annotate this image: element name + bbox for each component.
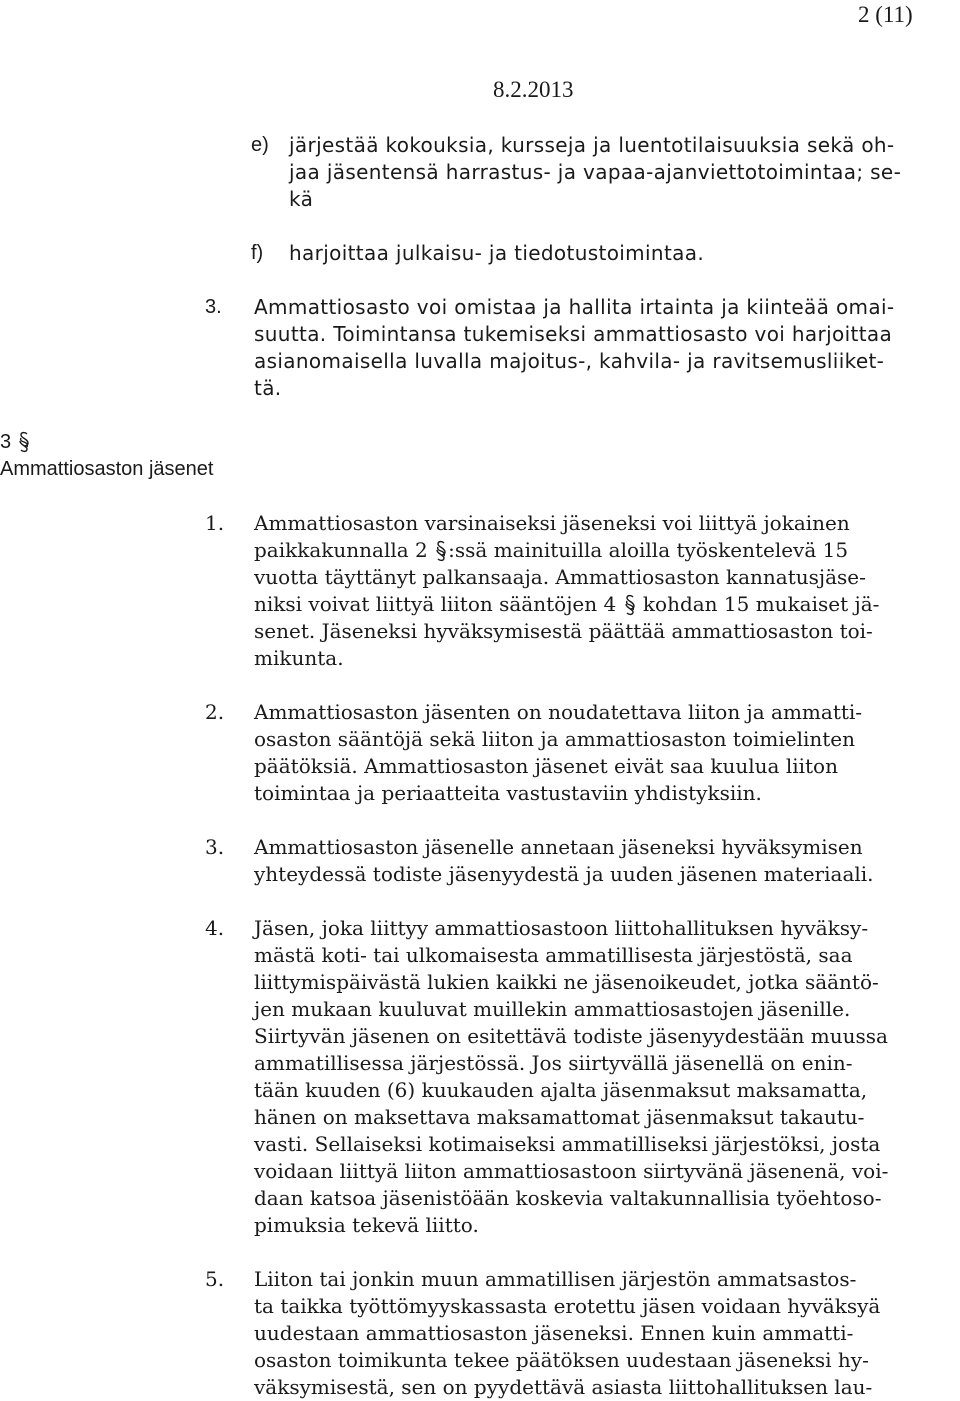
item-f-line: harjoittaa julkaisu- ja tiedotustoimintaa.	[289, 241, 705, 265]
clause-2-line: osaston sääntöjä sekä liiton ja ammattiosaston toimielinten	[254, 727, 856, 751]
clause-1-line: senet. Jäseneksi hyväksymisestä päättää ammattiosaston toi-	[254, 619, 873, 643]
clause-5-line: uudestaan ammattiosaston jäseneksi. Ennen kuin ammatti-	[254, 1321, 854, 1345]
property-clause-line: tä.	[254, 376, 282, 400]
item-e-marker: e)	[251, 134, 269, 156]
clause-1-line: mikunta.	[254, 646, 344, 670]
clause-1-line: Ammattiosaston varsinaiseksi jäseneksi voi liittyä jokainen	[254, 511, 850, 535]
clause-3-line: yhteydessä todiste jäsenyydestä ja uuden jäsenen materiaali.	[254, 862, 874, 886]
clause-4-line: pimuksia tekevä liitto.	[254, 1213, 479, 1237]
clause-4-line: mästä koti- tai ulkomaisesta ammatillisesta järjestöstä, saa	[254, 943, 853, 967]
clause-5-line: Liiton tai jonkin muun ammatillisen järjestön ammatsastos-	[254, 1267, 857, 1291]
clause-4-line: Jäsen, joka liittyy ammattiosastoon liittohallituksen hyväksy-	[254, 916, 869, 940]
clause-5-line: osaston toimikunta tekee päätöksen uudestaan jäseneksi hy-	[254, 1348, 869, 1372]
clause-4-line: voidaan liittyä liiton ammattiosastoon siirtyvänä jäsenenä, voi-	[254, 1159, 889, 1183]
clause-1-line-part: kohdan 15 mukaiset jä-	[636, 592, 880, 616]
item-e-line: järjestää kokouksia, kursseja ja luentotilaisuuksia sekä oh-	[289, 133, 895, 157]
section-number-row	[0, 430, 31, 454]
clause-4-line: vasti. Sellaiseksi kotimaiseksi ammatilliseksi järjestöksi, josta	[254, 1132, 881, 1156]
clause-4-number: 4.	[205, 916, 225, 940]
clause-5-line: ta taikka työttömyyskassasta erotettu jäsen voidaan hyväksyä	[254, 1294, 881, 1318]
property-clause-line: Ammattiosasto voi omistaa ja hallita irtainta ja kiinteää omai-	[254, 295, 895, 319]
clause-4-line: liittymispäivästä lukien kaikki ne jäsenoikeudet, jotka sääntö-	[254, 970, 879, 994]
property-clause-number: 3.	[205, 296, 222, 318]
clause-4-line: daan katsoa jäsenistöään koskevia valtakunnallisia työehtoso-	[254, 1186, 882, 1210]
property-clause-line: asianomaisella luvalla majoitus-, kahvila- ja ravitsemusliiket-	[254, 349, 885, 373]
document-date: 8.2.2013	[493, 77, 574, 102]
clause-1-line-part: niksi voivat liittyä liiton sääntöjen 4	[254, 592, 623, 616]
clause-4-line: jen mukaan kuuluvat muillekin ammattiosastojen jäsenille.	[254, 997, 851, 1021]
section-title: Ammattiosaston jäsenet	[0, 458, 214, 480]
clause-1-line	[254, 592, 879, 616]
clause-5-line: väksymisestä, sen on pyydettävä asiasta liittohallituksen lau-	[254, 1375, 873, 1399]
clause-4-line: Siirtyvän jäsenen on esitettävä todiste jäsenyydestään muussa	[254, 1024, 888, 1048]
clause-3-line: Ammattiosaston jäsenelle annetaan jäseneksi hyväksymisen	[254, 835, 863, 859]
section-sign-icon	[17, 431, 31, 453]
clause-1-line-part: paikkakunnalla 2	[254, 538, 435, 562]
clause-4-line: ammatillisessa järjestössä. Jos siirtyvällä jäsenellä on enin-	[254, 1051, 853, 1075]
clause-1-line-part: :ssä mainituilla aloilla työskentelevä 15	[448, 538, 849, 562]
clause-2-line: Ammattiosaston jäsenten on noudatettava liiton ja ammatti-	[254, 700, 863, 724]
clause-1-number: 1.	[205, 511, 225, 535]
clause-5-number: 5.	[205, 1267, 225, 1291]
section-sign-icon	[434, 540, 448, 562]
item-e-line: kä	[289, 187, 314, 211]
clause-1-line: vuotta täyttänyt palkansaaja. Ammattiosaston kannatusjäse-	[254, 565, 866, 589]
item-e-line: jaa jäsentensä harrastus- ja vapaa-ajanviettotoimintaa; se-	[289, 160, 902, 184]
section-sign-icon	[623, 594, 637, 616]
clause-4-line: hänen on maksettava maksamattomat jäsenmaksut takautu-	[254, 1105, 865, 1129]
section-number: 3	[0, 431, 12, 453]
property-clause-line: suutta. Toimintansa tukemiseksi ammattiosasto voi harjoittaa	[254, 322, 893, 346]
clause-2-line: toimintaa ja periaatteita vastustaviin yhdistyksiin.	[254, 781, 762, 805]
clause-2-line: päätöksiä. Ammattiosaston jäsenet eivät saa kuulua liiton	[254, 754, 838, 778]
page-number: 2 (11)	[858, 2, 913, 27]
clause-3-number: 3.	[205, 835, 225, 859]
clause-4-line: tään kuuden (6) kuukauden ajalta jäsenmaksut maksamatta,	[254, 1078, 868, 1102]
item-f-marker: f)	[251, 242, 264, 264]
clause-1-line	[254, 538, 848, 562]
clause-2-number: 2.	[205, 700, 225, 724]
